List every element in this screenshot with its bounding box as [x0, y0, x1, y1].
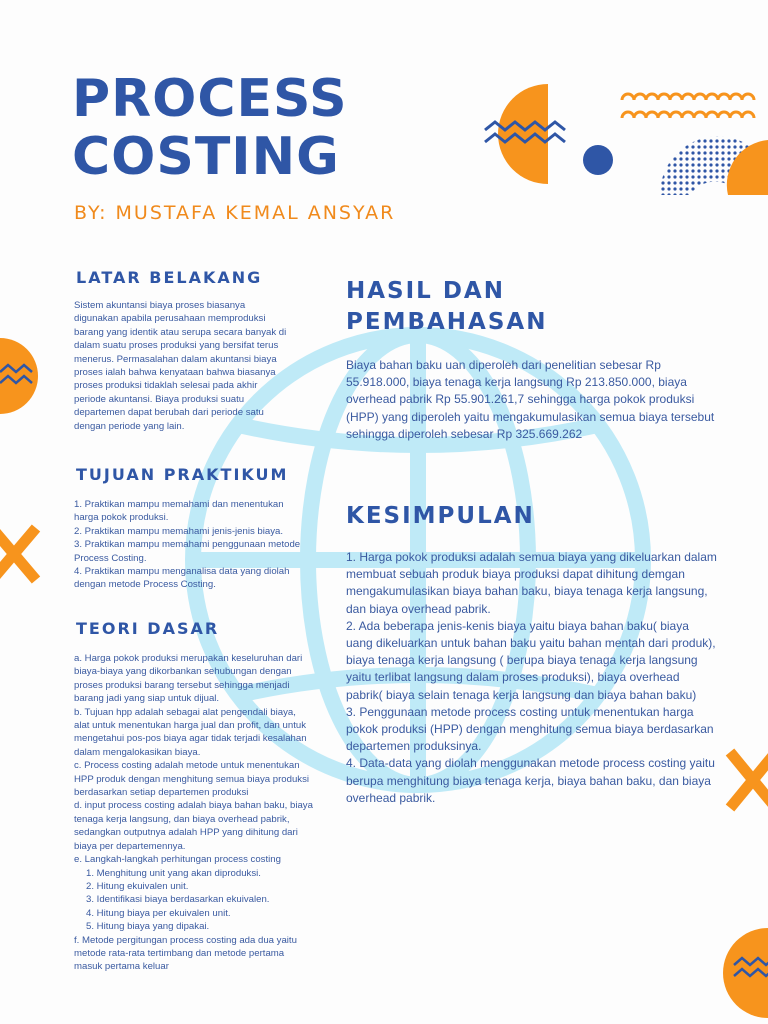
teori-step: 3. Identifikasi biaya berdasarkan ekuivalen.	[86, 894, 270, 906]
latar-belakang-body: Sistem akuntansi biaya proses biasanya digunakan apabila perusahaan memproduksi barang yang identik atau serupa secara banyak di dalam suatu proses produksi yang bersifat terus menerus. Permasalahan dalam akuntansi biaya proses ialah bahwa kenyataan bahwa biasanya proses produksi tidaklah selesai pada akhir periode akuntansi. Biaya produksi suatu departemen dapat berubah dari periode satu dengan periode yang lain.	[74, 300, 287, 432]
blue-dot-icon	[583, 145, 613, 175]
tujuan-praktikum-heading: TUJUAN PRAKTIKUM	[76, 465, 289, 484]
left-orange-half-circle-icon	[0, 338, 38, 414]
tujuan-item: 2. Praktikan mampu memahami jenis-jenis biaya.	[74, 525, 284, 537]
tujuan-item: 3. Praktikan mampu memahami penggunaan metode Process Costing.	[74, 539, 301, 564]
latar-belakang-heading: LATAR BELAKANG	[76, 268, 263, 287]
teori-item: d. input process costing adalah biaya bahan baku, biaya tenaga kerja langsung, dan biaya overhead pabrik, sedangkan outputnya adalah HPP yang dihitung dari biaya per departemennya.	[74, 800, 313, 852]
title-line-1: PROCESS	[72, 69, 348, 129]
teori-dasar-list	[74, 652, 314, 974]
teori-item: e. Langkah-langkah perhitungan process costing	[74, 854, 281, 866]
teori-step: 1. Menghitung unit yang akan diproduksi.	[86, 867, 261, 879]
bottom-orange-half-circle-icon	[723, 928, 768, 1018]
orange-arches-icon	[622, 94, 754, 118]
latar-belakang-text	[74, 299, 292, 468]
teori-item: f. Metode pergitungan process costing ada dua yaitu metode rata-rata tertimbang dan metode pertama masuk pertama keluar	[74, 934, 297, 973]
hasil-pembahasan-heading	[346, 276, 547, 338]
teori-item: b. Tujuan hpp adalah sebagai alat pengendali biaya, alat untuk menentukan harga jual dan profit, dan untuk mengetahui pos-pos biaya agar tidak terjadi kesalahan dalam mengalokasikan biaya.	[74, 706, 307, 758]
title-line-2: COSTING	[72, 127, 340, 187]
tujuan-praktikum-list	[74, 498, 302, 622]
teori-step: 2. Hitung ekuivalen unit.	[86, 880, 189, 892]
orange-half-circle-icon	[498, 84, 548, 184]
teori-item: a. Harga pokok produksi merupakan keseluruhan dari biaya-biaya yang dikorbankan sehubungan dengan proses produksi barang tersebut sehingga menjadi barang jadi yang siap untuk dijual.	[74, 653, 303, 705]
hasil-pembahasan-text	[346, 357, 718, 443]
teori-step: 5. Hitung biaya yang dipakai.	[86, 921, 210, 933]
kesimpulan-item: 4. Data-data yang diolah menggunakan metode process costing yaitu berupa menghitung biaya tenaga kerja, biaya bahan baku, dan biaya overhead pabrik.	[346, 756, 715, 805]
document-title	[72, 70, 348, 186]
hasil-heading-line-1: HASIL DAN	[346, 278, 505, 304]
author-byline: BY: MUSTAFA KEMAL ANSYAR	[74, 202, 396, 224]
teori-step: 4. Hitung biaya per ekuivalen unit.	[86, 907, 231, 919]
kesimpulan-item: 2. Ada beberapa jenis-kenis biaya yaitu biaya bahan baku( biaya uang dikeluarkan untuk bahan baku yaitu bahan mentah dari produk), biaya tenaga kerja langsung ( berupa biaya tenaga kerja langsung yaitu terlibat langsung dalam proses produksi), biaya overhead pabrik( biaya selain tenaga kerja langsung dan biaya bahan baku)	[346, 618, 716, 702]
teori-item: c. Process costing adalah metode untuk menentukan HPP produk dengan menghitung semua biaya produksi berdasarkan setiap departemen produksi	[74, 760, 310, 799]
kesimpulan-item: 1. Harga pokok produksi adalah semua biaya yang dikeluarkan dalam membuat sebuah produk biaya produksi dapat dihitung demgan mengakumulasikan biaya bahan baku, biaya tenaga kerja langsung, dan biaya overhead pabrik.	[346, 550, 717, 616]
orange-quarter-icon	[727, 140, 768, 195]
hasil-body: Biaya bahan baku uan diperoleh dari penelitian sebesar Rp 55.918.000, biaya tenaga kerja langsung Rp 213.850.000, biaya overhead pabrik Rp 55.901.261,7 sehingga harga pokok produksi (HPP) yang diperoleh yaitu mengakumulasikan semua biaya tersebut sehingga diperoleh sebesar Rp 325.669.262	[346, 358, 715, 441]
zigzag-icon	[485, 122, 565, 130]
hasil-heading-line-2: PEMBAHASAN	[346, 309, 548, 335]
teori-dasar-heading: TEORI DASAR	[76, 619, 220, 638]
dotted-arch-icon	[660, 136, 768, 195]
right-x-icon	[730, 752, 768, 808]
kesimpulan-item: 3. Penggunaan metode process costing untuk menentukan harga pokok produksi (HPP) dengan menghitung semua biaya berdasarkan departemen produksinya.	[346, 704, 714, 754]
kesimpulan-heading: KESIMPULAN	[346, 503, 535, 529]
left-x-icon	[0, 528, 36, 580]
tujuan-item: 1. Praktikan mampu memahami dan menentukan harga pokok produksi.	[74, 499, 284, 524]
tujuan-item: 4. Praktikan mampu menganalisa data yang diolah dengan metode Process Costing.	[74, 566, 290, 591]
kesimpulan-list	[346, 549, 718, 807]
